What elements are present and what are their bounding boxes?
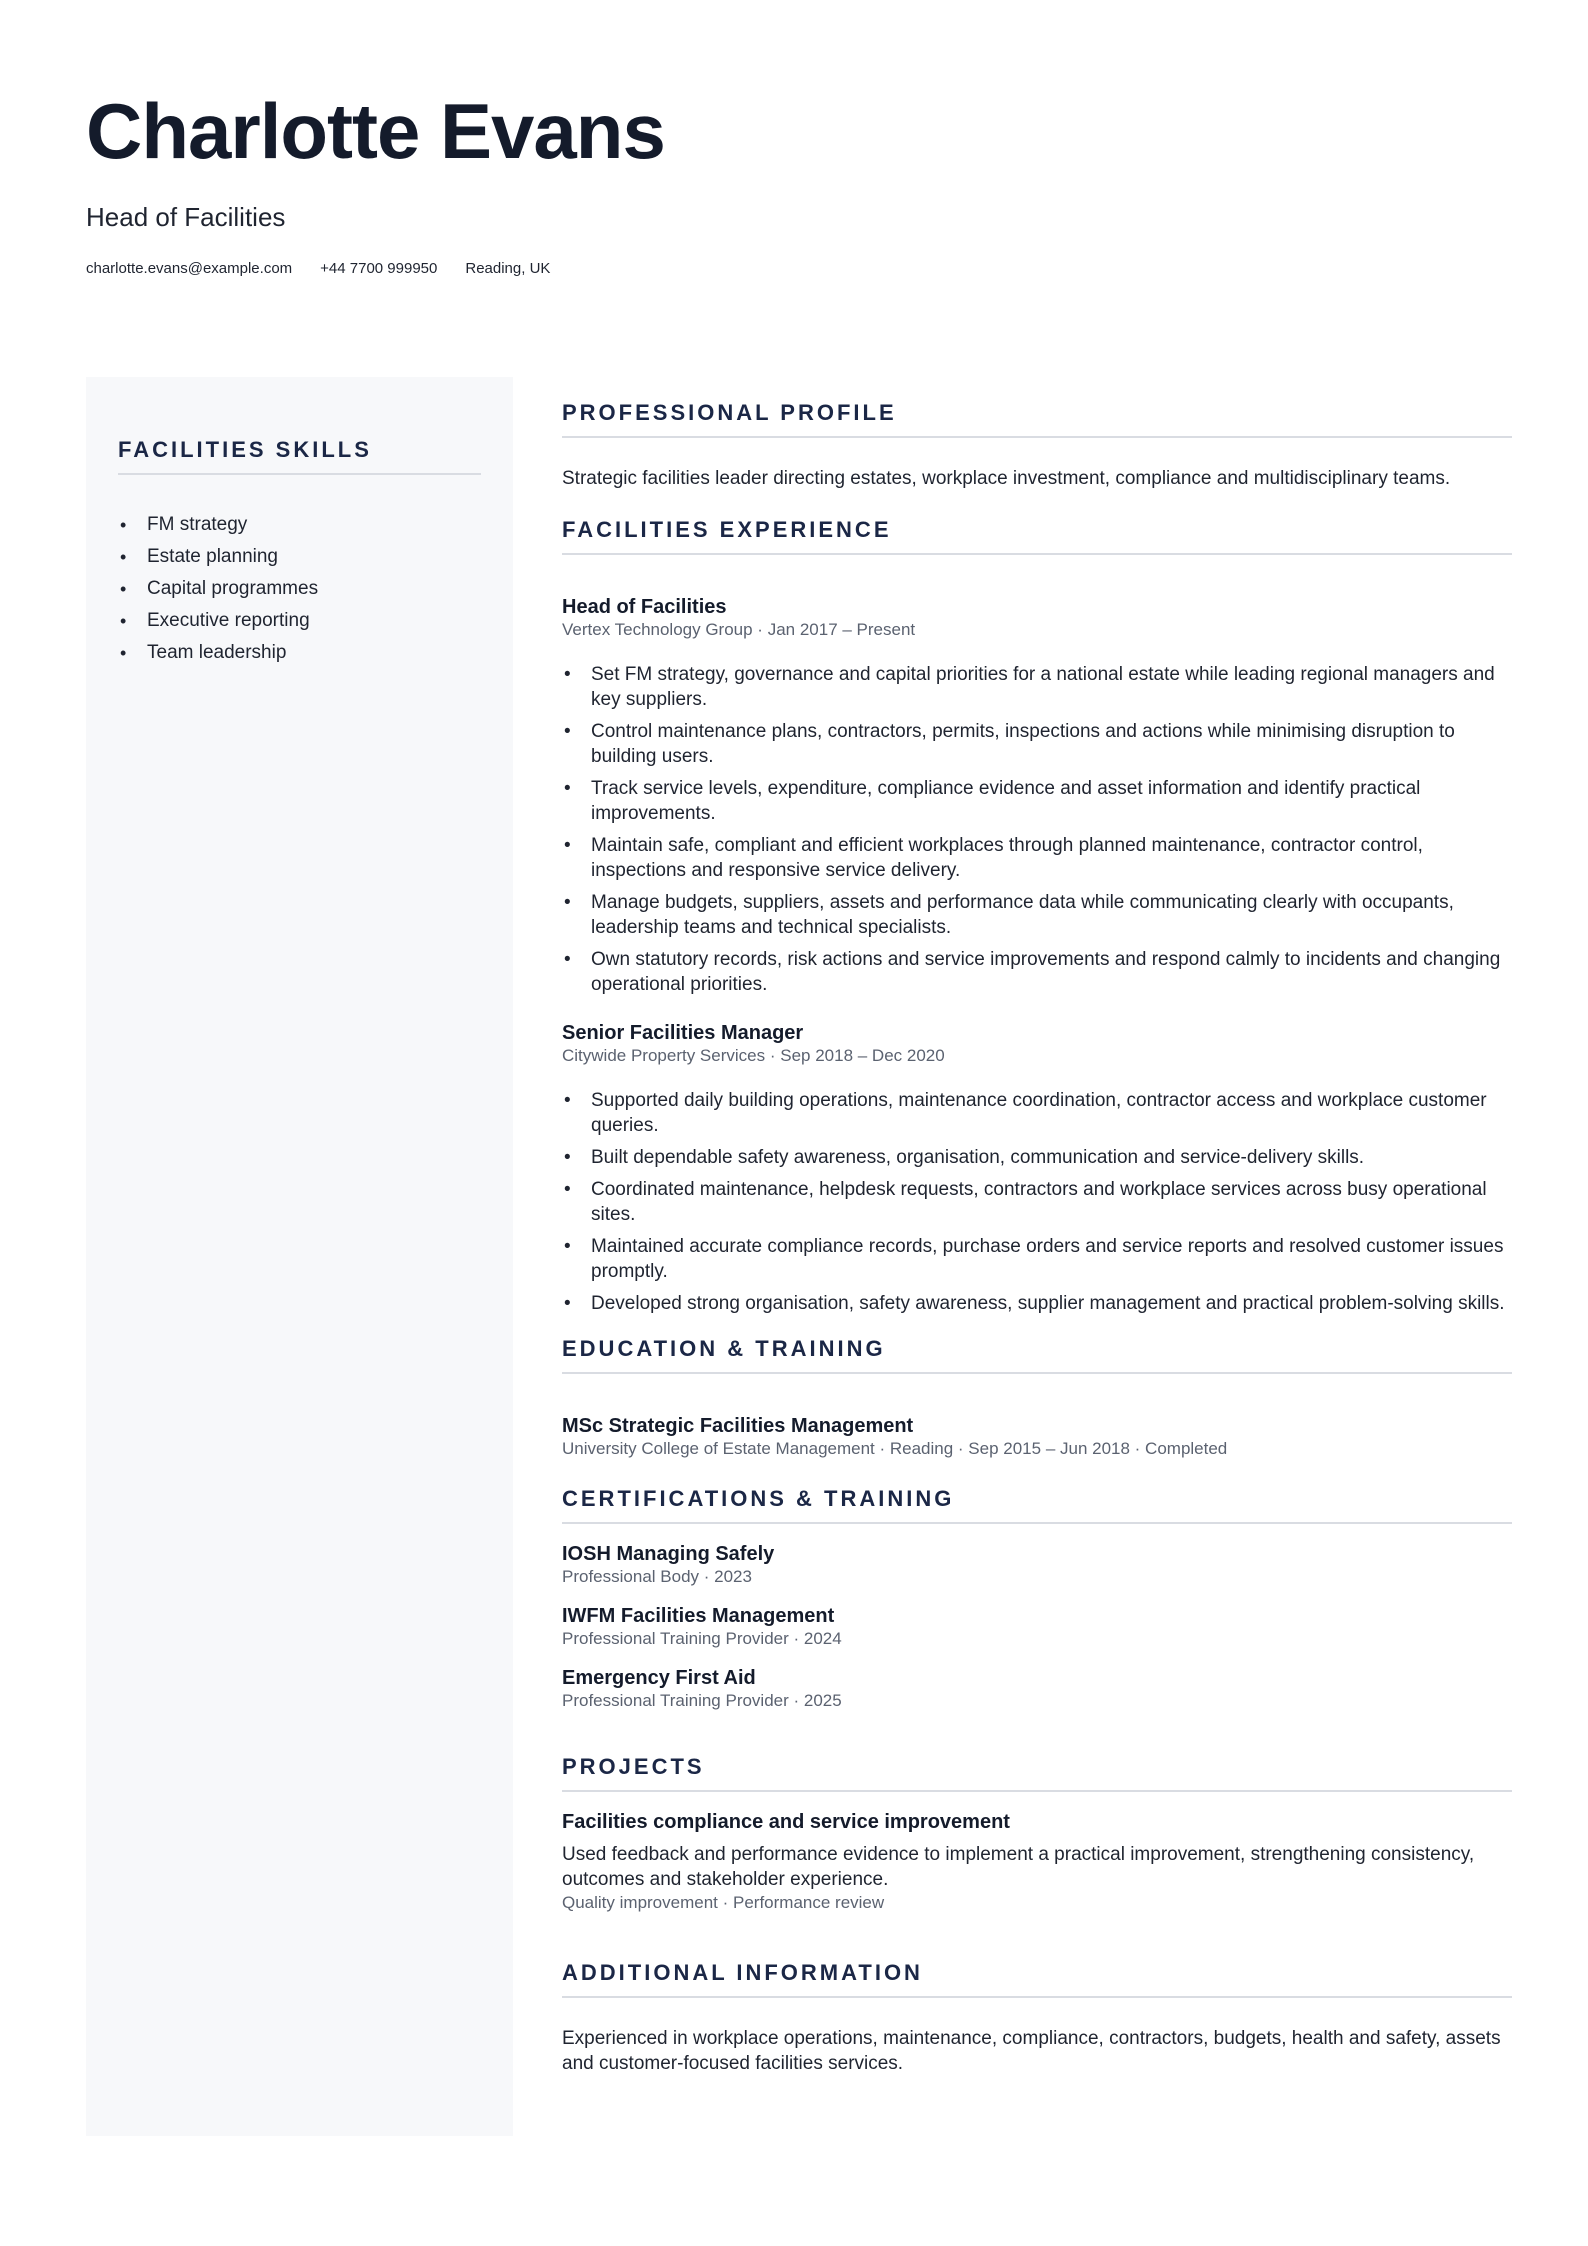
profile-section	[562, 400, 1512, 491]
skills-list	[118, 509, 481, 669]
certification-meta: Professional Body · 2023	[562, 1567, 752, 1586]
certification-entry	[562, 1666, 1512, 1712]
skill-item: • Team leadership	[118, 637, 481, 669]
job-bullet: • Maintain safe, compliant and efficient workplaces through planned maintenance, contractor control, inspections and responsive service delivery.	[562, 833, 1512, 883]
job-bullet: • Set FM strategy, governance and capital priorities for a national estate while leading regional managers and key suppliers.	[562, 662, 1512, 712]
project-tags: Quality improvement · Performance review	[562, 1893, 885, 1912]
skills-heading: FACILITIES SKILLS	[118, 437, 481, 475]
candidate-role: Head of Facilities	[86, 202, 286, 232]
job-bullet: • Manage budgets, suppliers, assets and performance data while communicating clearly with occupants, leadership teams and technical specialists.	[562, 890, 1512, 940]
job-meta: Citywide Property Services · Sep 2018 – Dec 2020	[562, 1046, 945, 1065]
additional-heading: ADDITIONAL INFORMATION	[562, 1960, 1512, 1998]
certification-name: Emergency First Aid	[562, 1667, 756, 1689]
contact-location: Reading, UK	[465, 260, 551, 277]
degree-meta: University College of Estate Management · Reading · Sep 2015 – Jun 2018 · Completed	[562, 1439, 1228, 1458]
experience-section	[562, 517, 1512, 1316]
certifications-section	[562, 1486, 1512, 1712]
job-title: Senior Facilities Manager	[562, 1022, 804, 1044]
education-heading: EDUCATION & TRAINING	[562, 1336, 1512, 1374]
job-meta: Vertex Technology Group · Jan 2017 – Present	[562, 620, 916, 639]
degree-title: MSc Strategic Facilities Management	[562, 1415, 914, 1437]
job-bullets	[562, 662, 1512, 997]
profile-heading: PROFESSIONAL PROFILE	[562, 400, 1512, 438]
project-entry	[562, 1810, 1512, 1914]
experience-heading: FACILITIES EXPERIENCE	[562, 517, 1512, 555]
additional-text: Experienced in workplace operations, maintenance, compliance, contractors, budgets, health and safety, assets and customer-focused facilities services.	[562, 2028, 1501, 2074]
skill-item: • Executive reporting	[118, 605, 481, 637]
skills-sidebar	[86, 377, 513, 2136]
skill-item: • FM strategy	[118, 509, 481, 541]
job-bullet: • Control maintenance plans, contractors, permits, inspections and actions while minimising disruption to building users.	[562, 719, 1512, 769]
job-bullet: • Coordinated maintenance, helpdesk requests, contractors and workplace services across busy operational sites.	[562, 1177, 1512, 1227]
job-bullet: • Developed strong organisation, safety awareness, supplier management and practical problem-solving skills.	[562, 1291, 1512, 1316]
education-section	[562, 1336, 1512, 1460]
certification-entry	[562, 1542, 1512, 1588]
job-bullets	[562, 1088, 1512, 1316]
job-bullet: • Own statutory records, risk actions and service improvements and respond calmly to incidents and changing operational priorities.	[562, 947, 1512, 997]
certification-name: IOSH Managing Safely	[562, 1543, 775, 1565]
resume-header	[86, 87, 1506, 277]
job-bullet: • Built dependable safety awareness, organisation, communication and service-delivery skills.	[562, 1145, 1512, 1170]
skill-item: • Estate planning	[118, 541, 481, 573]
certification-meta: Professional Training Provider · 2024	[562, 1629, 842, 1648]
profile-text: Strategic facilities leader directing estates, workplace investment, compliance and multidisciplinary teams.	[562, 468, 1451, 489]
additional-section	[562, 1960, 1512, 2076]
candidate-name: Charlotte Evans	[86, 87, 665, 175]
projects-section	[562, 1754, 1512, 1914]
project-name: Facilities compliance and service improvement	[562, 1811, 1010, 1833]
education-entry	[562, 1414, 1512, 1460]
job-bullet: • Track service levels, expenditure, compliance evidence and asset information and identify practical improvements.	[562, 776, 1512, 826]
certification-entry	[562, 1604, 1512, 1650]
main-column	[562, 400, 1512, 2076]
certification-meta: Professional Training Provider · 2025	[562, 1691, 842, 1710]
certifications-heading: CERTIFICATIONS & TRAINING	[562, 1486, 1512, 1524]
certification-name: IWFM Facilities Management	[562, 1605, 835, 1627]
job-bullet: • Supported daily building operations, maintenance coordination, contractor access and workplace customer queries.	[562, 1088, 1512, 1138]
skill-item: • Capital programmes	[118, 573, 481, 605]
contact-phone: +44 7700 999950	[320, 260, 438, 277]
contact-line	[86, 260, 1506, 277]
project-description: Used feedback and performance evidence to implement a practical improvement, strengthening consistency, outcomes and stakeholder experience.	[562, 1844, 1475, 1890]
job-bullet: • Maintained accurate compliance records, purchase orders and service reports and resolved customer issues promptly.	[562, 1234, 1512, 1284]
job-title: Head of Facilities	[562, 596, 727, 618]
contact-email: charlotte.evans@example.com	[86, 260, 293, 277]
projects-heading: PROJECTS	[562, 1754, 1512, 1792]
job-entry	[562, 1021, 1512, 1316]
job-entry	[562, 595, 1512, 997]
